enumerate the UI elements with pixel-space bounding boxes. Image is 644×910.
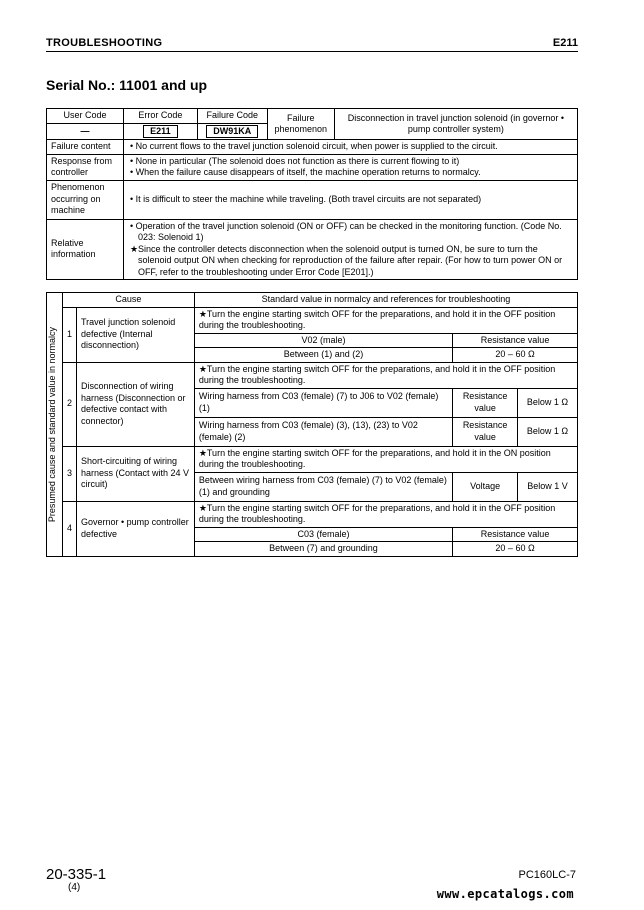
- machine-model: PC160LC-7: [518, 869, 576, 881]
- summary-header-row: [47, 109, 578, 124]
- page-number: 20-335-1: [46, 866, 107, 883]
- cause-1-note-row: [47, 307, 578, 333]
- side-label: Presumed cause and standard value in normalcy: [47, 326, 57, 522]
- failure-summary-table: [46, 108, 578, 280]
- info-row-failure-content: [47, 140, 578, 155]
- info-line: • None in particular (The solenoid does not function as there is current flowing to it): [129, 155, 460, 166]
- standard-header: Standard value in normalcy and references for troubleshooting: [194, 293, 577, 308]
- prep-note: ★Turn the engine starting switch OFF for the preparations, and hold it in the OFF position during the troubleshooting.: [194, 362, 577, 388]
- standard-value: Below 1 Ω: [518, 388, 578, 417]
- header-rule: [46, 51, 578, 52]
- cause-number: 3: [62, 446, 76, 501]
- info-label: Response from controller: [47, 154, 124, 180]
- failure-phenomenon-label: Failure phenomenon: [267, 109, 334, 140]
- cause-number: 1: [62, 307, 76, 362]
- value-type-label: Resistance value: [453, 388, 518, 417]
- cause-header: Cause: [62, 293, 194, 308]
- cause-3-note-row: [47, 446, 578, 472]
- cause-2-note-row: [47, 362, 578, 388]
- info-line: • It is difficult to steer the machine while traveling. (Both travel circuits are not separated): [129, 193, 482, 204]
- measure-points: Between (7) and grounding: [194, 542, 452, 557]
- cause-text: Governor • pump controller defective: [77, 501, 195, 556]
- failure-code-value: DW91KA: [206, 125, 258, 139]
- cause-text: Short-circuiting of wiring harness (Contact with 24 V circuit): [77, 446, 195, 501]
- harness-desc: Wiring harness from C03 (female) (7) to J06 to V02 (female) (1): [194, 388, 452, 417]
- measure-points: Between (1) and (2): [194, 348, 452, 363]
- standard-value: 20 – 60 Ω: [453, 542, 578, 557]
- cause-text: Travel junction solenoid defective (Internal disconnection): [77, 307, 195, 362]
- error-code-value: E211: [143, 125, 178, 139]
- info-line: ★Since the controller detects disconnection when the solenoid output is turned ON, be sure to turn the solenoid output ON when checking for reproduction of the failure after repair. (For how to turn power ON or OFF, refer to the troubleshooting under Error Code [E201].): [129, 243, 563, 277]
- harness-desc: Wiring harness from C03 (female) (3), (13), (23) to V02 (female) (2): [194, 417, 452, 446]
- value-type-label: Resistance value: [453, 527, 578, 542]
- connector-label: V02 (male): [194, 333, 452, 348]
- connector-label: C03 (female): [194, 527, 452, 542]
- cause-4-note-row: [47, 501, 578, 527]
- info-label: Failure content: [47, 140, 124, 155]
- user-code-label: User Code: [47, 109, 124, 124]
- value-type-label: Voltage: [453, 472, 518, 501]
- failure-code-label: Failure Code: [197, 109, 267, 124]
- harness-desc: Between wiring harness from C03 (female) (7) to V02 (female) (1) and grounding: [194, 472, 452, 501]
- standard-value: Below 1 Ω: [518, 417, 578, 446]
- cause-number: 4: [62, 501, 76, 556]
- info-line: • No current flows to the travel junction solenoid circuit, when power is supplied to the circuit.: [129, 141, 498, 151]
- error-code-heading: E211: [552, 37, 578, 49]
- info-line: • When the failure cause disappears of itself, the machine operation returns to normalcy.: [129, 167, 481, 177]
- info-line: • Operation of the travel junction solenoid (ON or OFF) can be checked in the monitoring function. (Code No. 023: Solenoid 1): [129, 220, 562, 242]
- prep-note: ★Turn the engine starting switch OFF for the preparations, and hold it in the OFF position during the troubleshooting.: [194, 307, 577, 333]
- cause-header-row: [47, 293, 578, 308]
- info-label: Relative information: [47, 219, 124, 280]
- standard-value: Below 1 V: [518, 472, 578, 501]
- cause-text: Disconnection of wiring harness (Disconnection or defective contact with connector): [77, 362, 195, 446]
- prep-note: ★Turn the engine starting switch OFF for the preparations, and hold it in the OFF position during the troubleshooting.: [194, 501, 577, 527]
- value-type-label: Resistance value: [453, 417, 518, 446]
- info-label: Phenomenon occurring on machine: [47, 180, 124, 219]
- prep-note: ★Turn the engine starting switch OFF for the preparations, and hold it in the ON position during the troubleshooting.: [194, 446, 577, 472]
- section-title: TROUBLESHOOTING: [46, 37, 163, 49]
- user-code-value: —: [47, 123, 124, 140]
- phenomenon-text: Disconnection in travel junction solenoid (in governor • pump controller system): [334, 109, 577, 140]
- error-code-label: Error Code: [123, 109, 197, 124]
- info-row-phenomenon: [47, 180, 578, 219]
- value-type-label: Resistance value: [453, 333, 578, 348]
- watermark-url: www.epcatalogs.com: [436, 887, 574, 901]
- cause-number: 2: [62, 362, 76, 446]
- info-row-response: [47, 154, 578, 180]
- cause-table: [46, 292, 578, 557]
- standard-value: 20 – 60 Ω: [453, 348, 578, 363]
- page-revision: (4): [68, 882, 81, 893]
- info-row-relative: [47, 219, 578, 280]
- serial-heading: Serial No.: 11001 and up: [46, 77, 208, 93]
